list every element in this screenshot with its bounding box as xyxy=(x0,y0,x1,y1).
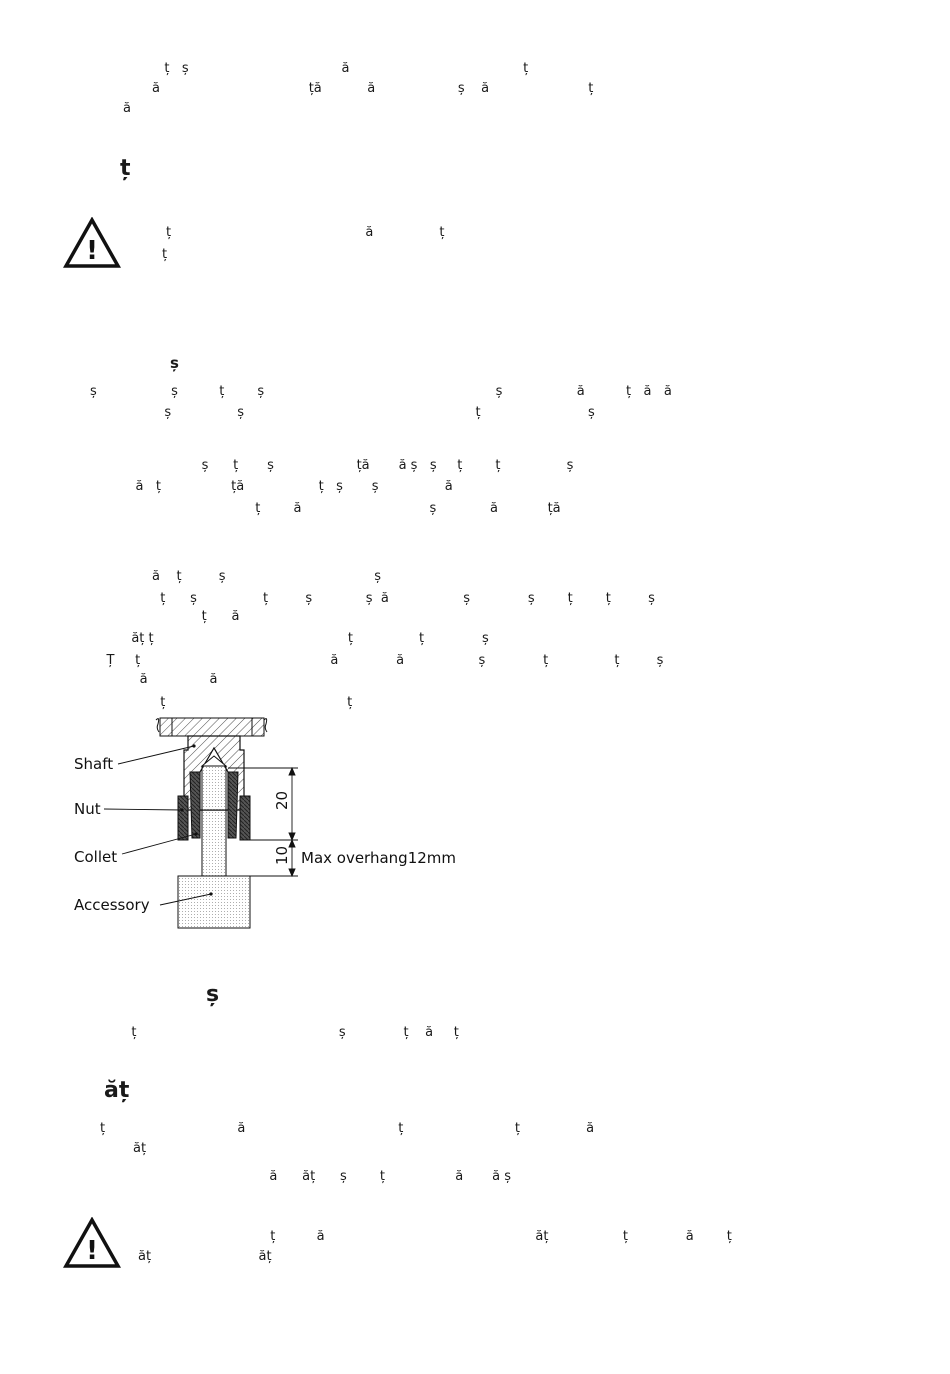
dimension-10: 10 xyxy=(273,845,291,865)
section-3-line-2: ă ț ță ț ș ș ă xyxy=(90,479,453,494)
section-4-line-1: ă ț ș ș xyxy=(90,569,382,584)
section-heading-6: ăț xyxy=(104,1078,130,1103)
intro-line-2: ă ță ă ș ă ț xyxy=(90,81,594,96)
section-heading-1: ț xyxy=(120,156,131,181)
section-4-line-5: Ț ț ă ă ș ț ț ș xyxy=(90,653,664,668)
section-4-line-2: ț ș ț ș ș ă ș ș ț ț ș xyxy=(90,591,655,606)
warning-triangle-icon xyxy=(63,217,121,269)
warning-1-line-2: ț xyxy=(162,247,168,262)
warning-2-line-2: ăț ăț xyxy=(138,1249,272,1264)
label-accessory: Accessory xyxy=(74,896,150,914)
section-6-line-1: ț ă ț ț ă xyxy=(100,1121,595,1136)
section-3-line-1: ș ț ș ță ă ș ș ț ț ș xyxy=(90,458,574,473)
label-max-overhang: Max overhang12mm xyxy=(301,849,457,867)
section-4-line-3: ț ă xyxy=(90,609,240,624)
section-4-line-7: ț ț xyxy=(90,695,353,710)
section-4-line-6: ă ă xyxy=(90,672,218,687)
section-4-line-4: ăț ț ț ț ș xyxy=(90,631,489,646)
dimension-20: 20 xyxy=(273,790,291,810)
section-2-line-1: ș ș ț ș ș ă ț ă ă xyxy=(90,384,672,399)
warning-triangle-icon xyxy=(63,1217,121,1269)
label-shaft: Shaft xyxy=(74,755,114,773)
svg-text:!: ! xyxy=(86,1236,98,1266)
warning-2-line-1: ț ă ăț ț ă ț xyxy=(138,1229,732,1244)
section-6-line-3: ă ăț ș ț ă ă ș xyxy=(100,1169,511,1184)
section-3-line-3: ț ă ș ă ță xyxy=(90,501,561,516)
svg-text:!: ! xyxy=(86,236,98,266)
intro-line-3: ă xyxy=(90,101,132,116)
intro-line-1: ț ș ă ț xyxy=(90,61,529,76)
section-6-line-2: ăț xyxy=(100,1141,147,1156)
label-nut: Nut xyxy=(74,800,101,818)
section-2-title: ș xyxy=(170,354,179,372)
label-collet: Collet xyxy=(74,848,118,866)
warning-1-line-1: ț ă ț xyxy=(166,225,445,240)
section-5-line-1: ț ș ț ă ț xyxy=(90,1025,459,1040)
section-2-line-2: ș ș ț ș xyxy=(90,405,595,420)
collet-assembly-diagram xyxy=(64,712,484,934)
section-heading-5: ș xyxy=(206,982,220,1007)
